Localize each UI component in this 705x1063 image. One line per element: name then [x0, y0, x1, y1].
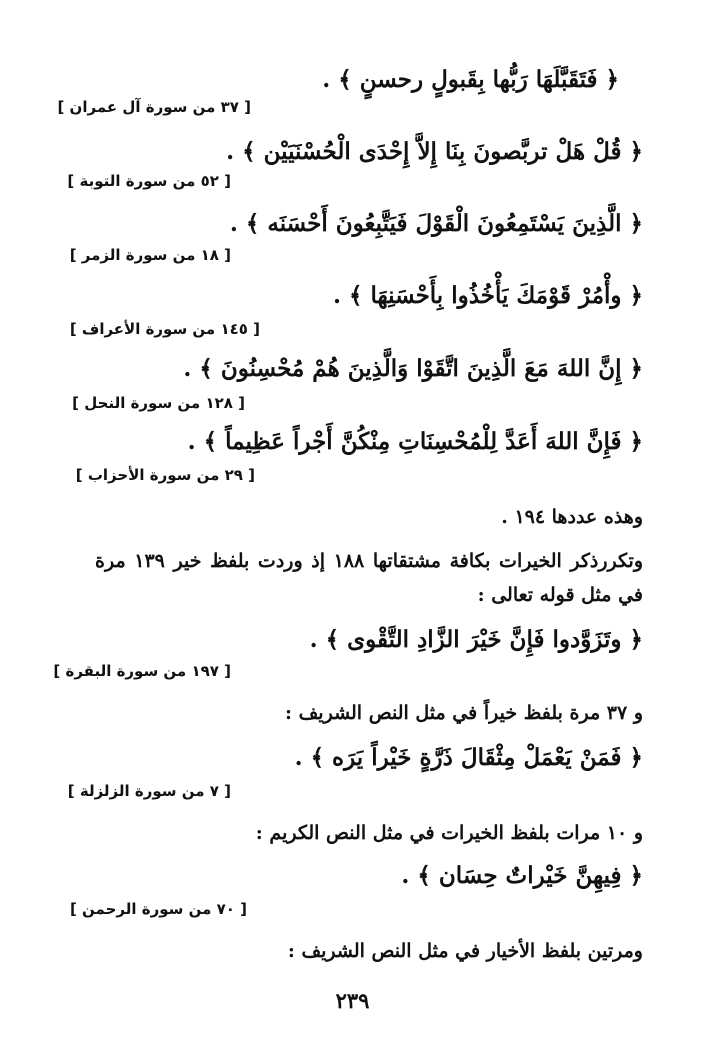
verse-2-reference: [ ٥٢ من سورة التوبة ]	[67, 172, 231, 190]
verse-4-reference: [ ١٤٥ من سورة الأعراف ]	[69, 320, 260, 338]
verse-8: ﴿ فَمَنْ يَعْمَلْ مِثْقَالَ ذَرَّةٍ خَيْراً يَرَه ﴾ .	[294, 744, 643, 771]
verse-3: ﴿ الَّذِينَ يَسْتَمِعُونَ الْقَوْلَ فَيَتَّبِعُونَ أَحْسَنَه ﴾ .	[229, 210, 643, 237]
verse-4: ﴿ وأْمُرْ قَوْمَكَ يَأْخُذُوا بِأَحْسَنِهَا ﴾ .	[333, 282, 643, 309]
verse-7-reference: [ ١٩٧ من سورة البقرة ]	[53, 662, 231, 680]
verse-9: ﴿ فِيهِنَّ خَيْراتٌ حِسَان ﴾ .	[401, 862, 643, 889]
verse-9-reference: [ ٧٠ من سورة الرحمن ]	[69, 900, 247, 918]
paragraph-1-line-2: في مثل قوله تعالى :	[477, 584, 643, 606]
verse-5: ﴿ إِنَّ اللهَ مَعَ الَّذِينَ اتَّقَوْا وَالَّذِينَ هُمْ مُحْسِنُونَ ﴾ .	[183, 355, 643, 382]
verse-6-reference: [ ٢٩ من سورة الأحزاب ]	[75, 466, 255, 484]
verse-1: ﴿ فَتَقَبَّلَهَا رَبُّها بِقَبولٍ رحسنٍ ﴾ .	[322, 66, 619, 93]
count-line: وهذه عددها ١٩٤ .	[501, 506, 643, 528]
verse-5-reference: [ ١٢٨ من سورة النحل ]	[72, 394, 245, 412]
verse-8-reference: [ ٧ من سورة الزلزلة ]	[67, 782, 231, 800]
verse-2: ﴿ قُلْ هَلْ تربَّصونَ بِنَا إِلاَّ إِحْدَى الْحُسْنَيَيْن ﴾ .	[226, 138, 643, 165]
paragraph-2: و ٣٧ مرة بلفظ خيراً في مثل النص الشريف :	[285, 702, 643, 724]
verse-1-reference: [ ٣٧ من سورة آل عمران ]	[57, 98, 251, 116]
page-number: ٢٣٩	[335, 988, 370, 1013]
paragraph-3: و ١٠ مرات بلفظ الخيرات في مثل النص الكريم :	[255, 822, 643, 844]
verse-7: ﴿ وتَزَوَّدوا فَإِنَّ خَيْرَ الزَّادِ التَّقْوى ﴾ .	[309, 626, 643, 653]
verse-6: ﴿ فَإِنَّ اللهَ أَعَدَّ لِلْمُحْسِنَاتِ مِنْكُنَّ أَجْراً عَظِيماً ﴾ .	[187, 428, 643, 455]
verse-3-reference: [ ١٨ من سورة الزمر ]	[69, 246, 231, 264]
paragraph-4: ومرتين بلفظ الأخيار في مثل النص الشريف :	[287, 940, 643, 962]
paragraph-1-line-1: وتكررذكر الخيرات بكافة مشتقاتها ١٨٨ إذ وردت بلفظ خير ١٣٩ مرة	[95, 550, 644, 572]
